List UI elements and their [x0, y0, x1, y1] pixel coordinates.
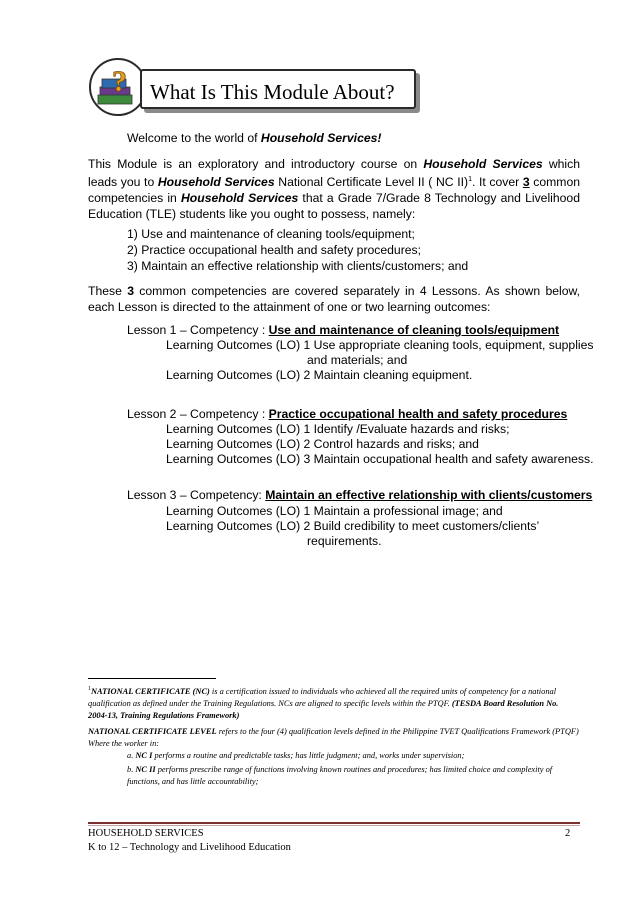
lesson-1-outcome: Learning Outcomes (LO) 2 Maintain cleaning equipment.	[166, 368, 473, 382]
lesson-1-heading: Lesson 1 – Competency : Use and maintenance of cleaning tools/equipment	[127, 323, 560, 337]
lesson-2-outcome: Learning Outcomes (LO) 1 Identify /Evaluate hazards and risks;	[166, 422, 510, 436]
footnote-certificate-level: NATIONAL CERTIFICATE LEVEL refers to the four (4) qualification levels defined in the Philippine TVET Qualifications Framework (PTQF) Where the worker in:	[88, 727, 579, 748]
page-title: What Is This Module About?	[150, 80, 395, 104]
lesson-1-outcome: and materials; and	[307, 353, 408, 367]
lesson-3-outcome: Learning Outcomes (LO) 1 Maintain a professional image; and	[166, 504, 503, 518]
footer-rule-shadow	[88, 825, 580, 826]
lesson-3-outcome: Learning Outcomes (LO) 2 Build credibility to meet customers/clients’	[166, 519, 540, 533]
footnote-separator	[88, 678, 216, 679]
footnote-nc1: a. NC I performs a routine and predictable tasks; has little judgment; and, works under supervision;	[127, 751, 465, 760]
footnote-national-certificate: $^1$NATIONAL CERTIFICATE (NC) is a certification issued to individuals who achieved all the required units of competency for a national qualification as defined under the Training Regulations. NCs are aligned to specific levels within the PTQF. (TESDA Board Resolution No. 2004-13, Training Regulations Framework)	[88, 686, 559, 720]
lesson-1-outcome: Learning Outcomes (LO) 1 Use appropriate cleaning tools, equipment, supplies	[166, 338, 594, 352]
lessons-intro-paragraph: These 3 common competencies are covered separately in 4 Lessons. As shown below, each Lesson is directed to the attainment of one or two learning outcomes:	[88, 284, 580, 314]
lesson-2-heading: Lesson 2 – Competency : Practice occupational health and safety procedures	[127, 407, 568, 421]
svg-text:?: ?	[112, 65, 127, 98]
list-item: 1) Use and maintenance of cleaning tools/equipment;	[127, 227, 415, 241]
lesson-3-outcome: requirements.	[307, 534, 382, 548]
page-number: 2	[565, 828, 571, 839]
footnote-nc2: b. NC II performs prescribe range of functions involving known routines and procedures; has limited choice and complexity of functions, and has little accountability;	[127, 765, 553, 786]
intro-paragraph: This Module is an exploratory and introductory course on Household Services which leads you to Household Services National Certificate Level II ( NC II)$^1$. It cover 3 common competencies in Household Services that a Grade 7/Grade 8 Technology and Livelihood Education (TLE) students like you ought to possess, namely:	[88, 157, 580, 222]
footer-subtitle: K to 12 – Technology and Livelihood Education	[88, 842, 291, 853]
lesson-3-heading: Lesson 3 – Competency: Maintain an effective relationship with clients/customers	[127, 488, 593, 502]
footer-course-title: HOUSEHOLD SERVICES	[88, 828, 204, 839]
lesson-2-outcome: Learning Outcomes (LO) 2 Control hazards and risks; and	[166, 437, 479, 451]
welcome-line: Welcome to the world of Household Services!	[127, 131, 382, 145]
footer-rule	[88, 822, 580, 824]
lesson-2-outcome: Learning Outcomes (LO) 3 Maintain occupational health and safety awareness.	[166, 452, 594, 466]
list-item: 2) Practice occupational health and safety procedures;	[127, 243, 422, 257]
list-item: 3) Maintain an effective relationship with clients/customers; and	[127, 259, 469, 273]
